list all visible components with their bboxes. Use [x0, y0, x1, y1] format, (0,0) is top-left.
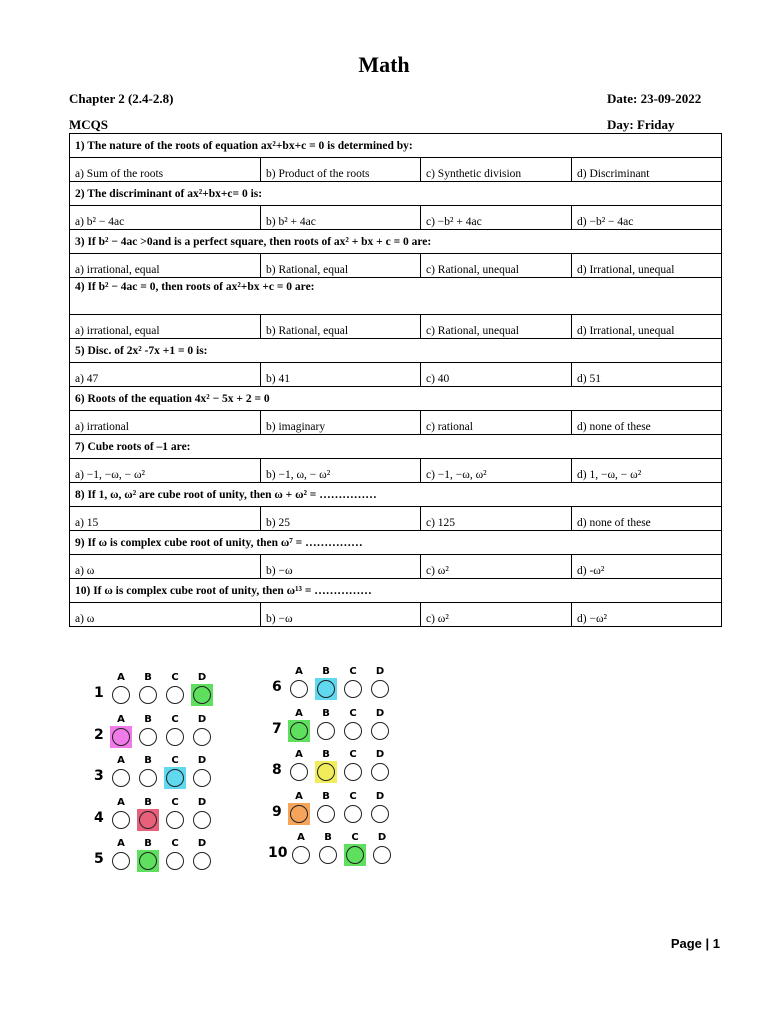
question-3-option-c: c) Rational, unequal	[421, 254, 572, 278]
answer-bubble-c[interactable]	[166, 811, 184, 829]
answer-bubble-a[interactable]	[290, 722, 308, 740]
options-row	[70, 158, 722, 182]
question-7-option-d: d) 1, −ω, − ω²	[572, 459, 722, 483]
answer-bubble-c[interactable]	[346, 846, 364, 864]
bubble-letter-a: A	[117, 713, 125, 725]
answer-bubble-b[interactable]	[139, 769, 157, 787]
question-6-option-d: d) none of these	[572, 411, 722, 435]
bubble-letter-b: B	[144, 713, 152, 725]
answer-bubble-c[interactable]	[344, 680, 362, 698]
question-row	[70, 339, 722, 363]
bubble-letter-a: A	[295, 749, 303, 760]
answer-bubble-b[interactable]	[317, 763, 335, 781]
answer-bubble-c[interactable]	[166, 852, 184, 870]
bubble-letter-a: A	[117, 838, 125, 849]
question-2-option-c: c) −b² + 4ac	[421, 206, 572, 230]
answer-bubble-d[interactable]	[193, 769, 211, 787]
answer-bubble-d[interactable]	[193, 852, 211, 870]
question-2-option-b: b) b² + 4ac	[261, 206, 421, 230]
answer-bubble-a[interactable]	[112, 728, 130, 746]
bubble-letter-d: D	[375, 790, 385, 802]
question-1-option-a: a) Sum of the roots	[70, 158, 261, 182]
question-4-text: 4) If b² − 4ac = 0, then roots of ax²+bx +c = 0 are:	[70, 278, 722, 315]
question-7-option-c: c) −1, −ω, ω²	[421, 459, 572, 483]
options-row	[70, 555, 722, 579]
question-6-option-b: b) imaginary	[261, 411, 421, 435]
answer-bubble-a[interactable]	[112, 769, 130, 787]
bubble-letter-b: B	[144, 672, 152, 683]
answer-bubble-d[interactable]	[371, 805, 389, 823]
question-8-text: 8) If 1, ω, ω² are cube root of unity, then ω + ω² = ……………	[70, 483, 722, 507]
bubble-letter-c: C	[349, 749, 357, 760]
answer-bubble-c[interactable]	[166, 686, 184, 704]
question-10-option-d: d) −ω²	[572, 603, 722, 627]
options-row	[70, 411, 722, 435]
question-5-option-c: c) 40	[421, 363, 572, 387]
question-1-text: 1) The nature of the roots of equation ax²+bx+c = 0 is determined by:	[70, 134, 722, 158]
question-row	[70, 230, 722, 254]
answer-bubble-c[interactable]	[344, 763, 362, 781]
options-row	[70, 363, 722, 387]
bubble-letter-b: B	[322, 749, 330, 760]
question-row	[70, 134, 722, 158]
bubble-letter-c: C	[171, 796, 179, 808]
question-10-text: 10) If ω is complex cube root of unity, then ω¹³ = ……………	[70, 579, 722, 603]
question-3-option-b: b) Rational, equal	[261, 254, 421, 278]
question-9-text: 9) If ω is complex cube root of unity, then ω⁷ = ……………	[70, 531, 722, 555]
bubble-letter-b: B	[322, 790, 330, 802]
answer-bubble-a[interactable]	[112, 811, 130, 829]
options-row	[70, 507, 722, 531]
answer-row-number: 8	[272, 762, 282, 778]
question-5-option-b: b) 41	[261, 363, 421, 387]
answer-bubble-c[interactable]	[344, 722, 362, 740]
question-8-option-a: a) 15	[70, 507, 261, 531]
answer-row-number: 3	[94, 768, 104, 784]
bubble-letter-a: A	[117, 755, 125, 766]
bubble-letter-c: C	[171, 755, 179, 766]
answer-bubble-d[interactable]	[371, 722, 389, 740]
bubble-letter-b: B	[324, 832, 332, 843]
bubble-letter-d: D	[375, 707, 385, 719]
answer-bubble-a[interactable]	[112, 686, 130, 704]
bubble-letter-d: D	[197, 672, 207, 683]
question-4-option-d: d) Irrational, unequal	[572, 315, 722, 339]
answer-bubble-d[interactable]	[193, 728, 211, 746]
question-6-text: 6) Roots of the equation 4x² − 5x + 2 = 0	[70, 387, 722, 411]
answer-bubble-d[interactable]	[371, 680, 389, 698]
answer-bubble-a[interactable]	[290, 680, 308, 698]
question-2-option-a: a) b² − 4ac	[70, 206, 261, 230]
answer-bubble-b[interactable]	[139, 811, 157, 829]
bubble-letter-b: B	[144, 838, 152, 849]
chapter-label: Chapter 2 (2.4-2.8)	[69, 91, 174, 106]
section-label: MCQS	[69, 117, 108, 132]
page-title: Math	[358, 52, 410, 77]
bubble-letter-c: C	[171, 838, 179, 849]
question-1-option-b: b) Product of the roots	[261, 158, 421, 182]
answer-row-number: 1	[94, 685, 104, 701]
mcq-table	[69, 133, 722, 627]
question-6-option-c: c) rational	[421, 411, 572, 435]
bubble-letter-d: D	[375, 666, 385, 677]
question-row	[70, 278, 722, 315]
options-row	[70, 315, 722, 339]
answer-bubble-b[interactable]	[319, 846, 337, 864]
question-4-option-b: b) Rational, equal	[261, 315, 421, 339]
question-10-option-c: c) ω²	[421, 603, 572, 627]
question-7-option-a: a) −1, −ω, − ω²	[70, 459, 261, 483]
bubble-letter-d: D	[197, 838, 207, 849]
answer-bubble-d[interactable]	[193, 686, 211, 704]
page-number: Page | 1	[670, 936, 720, 951]
bubble-letter-d: D	[197, 755, 207, 766]
bubble-letter-a: A	[295, 666, 303, 677]
question-5-text: 5) Disc. of 2x² -7x +1 = 0 is:	[70, 339, 722, 363]
bubble-letter-a: A	[117, 796, 125, 808]
answer-bubble-d[interactable]	[193, 811, 211, 829]
bubble-letter-b: B	[322, 707, 330, 719]
bubble-letter-a: A	[295, 790, 303, 802]
question-3-text: 3) If b² − 4ac >0and is a perfect square, then roots of ax² + bx + c = 0 are:	[70, 230, 722, 254]
question-5-option-a: a) 47	[70, 363, 261, 387]
answer-bubble-b[interactable]	[139, 728, 157, 746]
answer-bubble-b[interactable]	[317, 805, 335, 823]
answer-row-number: 4	[94, 809, 104, 826]
answer-bubble-a[interactable]	[292, 846, 310, 864]
question-10-option-a: a) ω	[70, 603, 261, 627]
answer-row-number: 10	[268, 845, 288, 861]
question-8-option-d: d) none of these	[572, 507, 722, 531]
question-2-text: 2) The discriminant of ax²+bx+c= 0 is:	[70, 182, 722, 206]
question-2-option-d: d) −b² − 4ac	[572, 206, 722, 230]
answer-bubble-d[interactable]	[373, 846, 391, 864]
bubble-letter-c: C	[349, 790, 357, 802]
bubble-letter-b: B	[144, 796, 152, 808]
answer-bubble-b[interactable]	[317, 722, 335, 740]
answer-bubble-a[interactable]	[290, 763, 308, 781]
answer-bubble-d[interactable]	[371, 763, 389, 781]
question-row	[70, 483, 722, 507]
question-9-option-b: b) −ω	[261, 555, 421, 579]
question-5-option-d: d) 51	[572, 363, 722, 387]
bubble-letter-c: C	[171, 713, 179, 725]
answer-row-number: 5	[94, 851, 104, 867]
question-9-option-d: d) -ω²	[572, 555, 722, 579]
bubble-letter-d: D	[197, 796, 207, 808]
bubble-letter-c: C	[351, 832, 359, 843]
question-1-option-c: c) Synthetic division	[421, 158, 572, 182]
answer-bubble-c[interactable]	[166, 769, 184, 787]
question-row	[70, 387, 722, 411]
question-row	[70, 435, 722, 459]
question-row	[70, 182, 722, 206]
options-row	[70, 206, 722, 230]
question-1-option-d: d) Discriminant	[572, 158, 722, 182]
answer-row-number: 7	[272, 720, 282, 737]
answer-row-number: 9	[272, 803, 282, 820]
bubble-letter-c: C	[349, 666, 357, 677]
question-3-option-d: d) Irrational, unequal	[572, 254, 722, 278]
options-row	[70, 254, 722, 278]
question-7-text: 7) Cube roots of –1 are:	[70, 435, 722, 459]
question-9-option-a: a) ω	[70, 555, 261, 579]
question-3-option-a: a) irrational, equal	[70, 254, 261, 278]
options-row	[70, 603, 722, 627]
question-4-option-a: a) irrational, equal	[70, 315, 261, 339]
bubble-letter-d: D	[377, 832, 387, 843]
date-label: Date: 23-09-2022	[607, 91, 702, 106]
bubble-letter-a: A	[297, 832, 305, 843]
bubble-letter-b: B	[322, 666, 330, 677]
bubble-letter-c: C	[171, 672, 179, 683]
question-8-option-c: c) 125	[421, 507, 572, 531]
answer-bubble-c[interactable]	[166, 728, 184, 746]
answer-bubble-b[interactable]	[139, 852, 157, 870]
answer-bubble-b[interactable]	[139, 686, 157, 704]
question-9-option-c: c) ω²	[421, 555, 572, 579]
bubble-letter-a: A	[295, 707, 303, 719]
question-row	[70, 579, 722, 603]
answer-bubble-a[interactable]	[112, 852, 130, 870]
day-label: Day: Friday	[607, 117, 675, 132]
question-8-option-b: b) 25	[261, 507, 421, 531]
question-row	[70, 531, 722, 555]
bubble-letter-b: B	[144, 755, 152, 766]
bubble-letter-d: D	[197, 713, 207, 725]
bubble-letter-a: A	[117, 672, 125, 683]
question-4-option-c: c) Rational, unequal	[421, 315, 572, 339]
answer-bubble-b[interactable]	[317, 680, 335, 698]
answer-row-number: 2	[94, 726, 104, 743]
question-6-option-a: a) irrational	[70, 411, 261, 435]
bubble-letter-c: C	[349, 707, 357, 719]
question-7-option-b: b) −1, ω, − ω²	[261, 459, 421, 483]
answer-bubble-a[interactable]	[290, 805, 308, 823]
answer-row-number: 6	[272, 679, 282, 695]
bubble-letter-d: D	[375, 749, 385, 760]
options-row	[70, 459, 722, 483]
answer-bubble-c[interactable]	[344, 805, 362, 823]
question-10-option-b: b) −ω	[261, 603, 421, 627]
